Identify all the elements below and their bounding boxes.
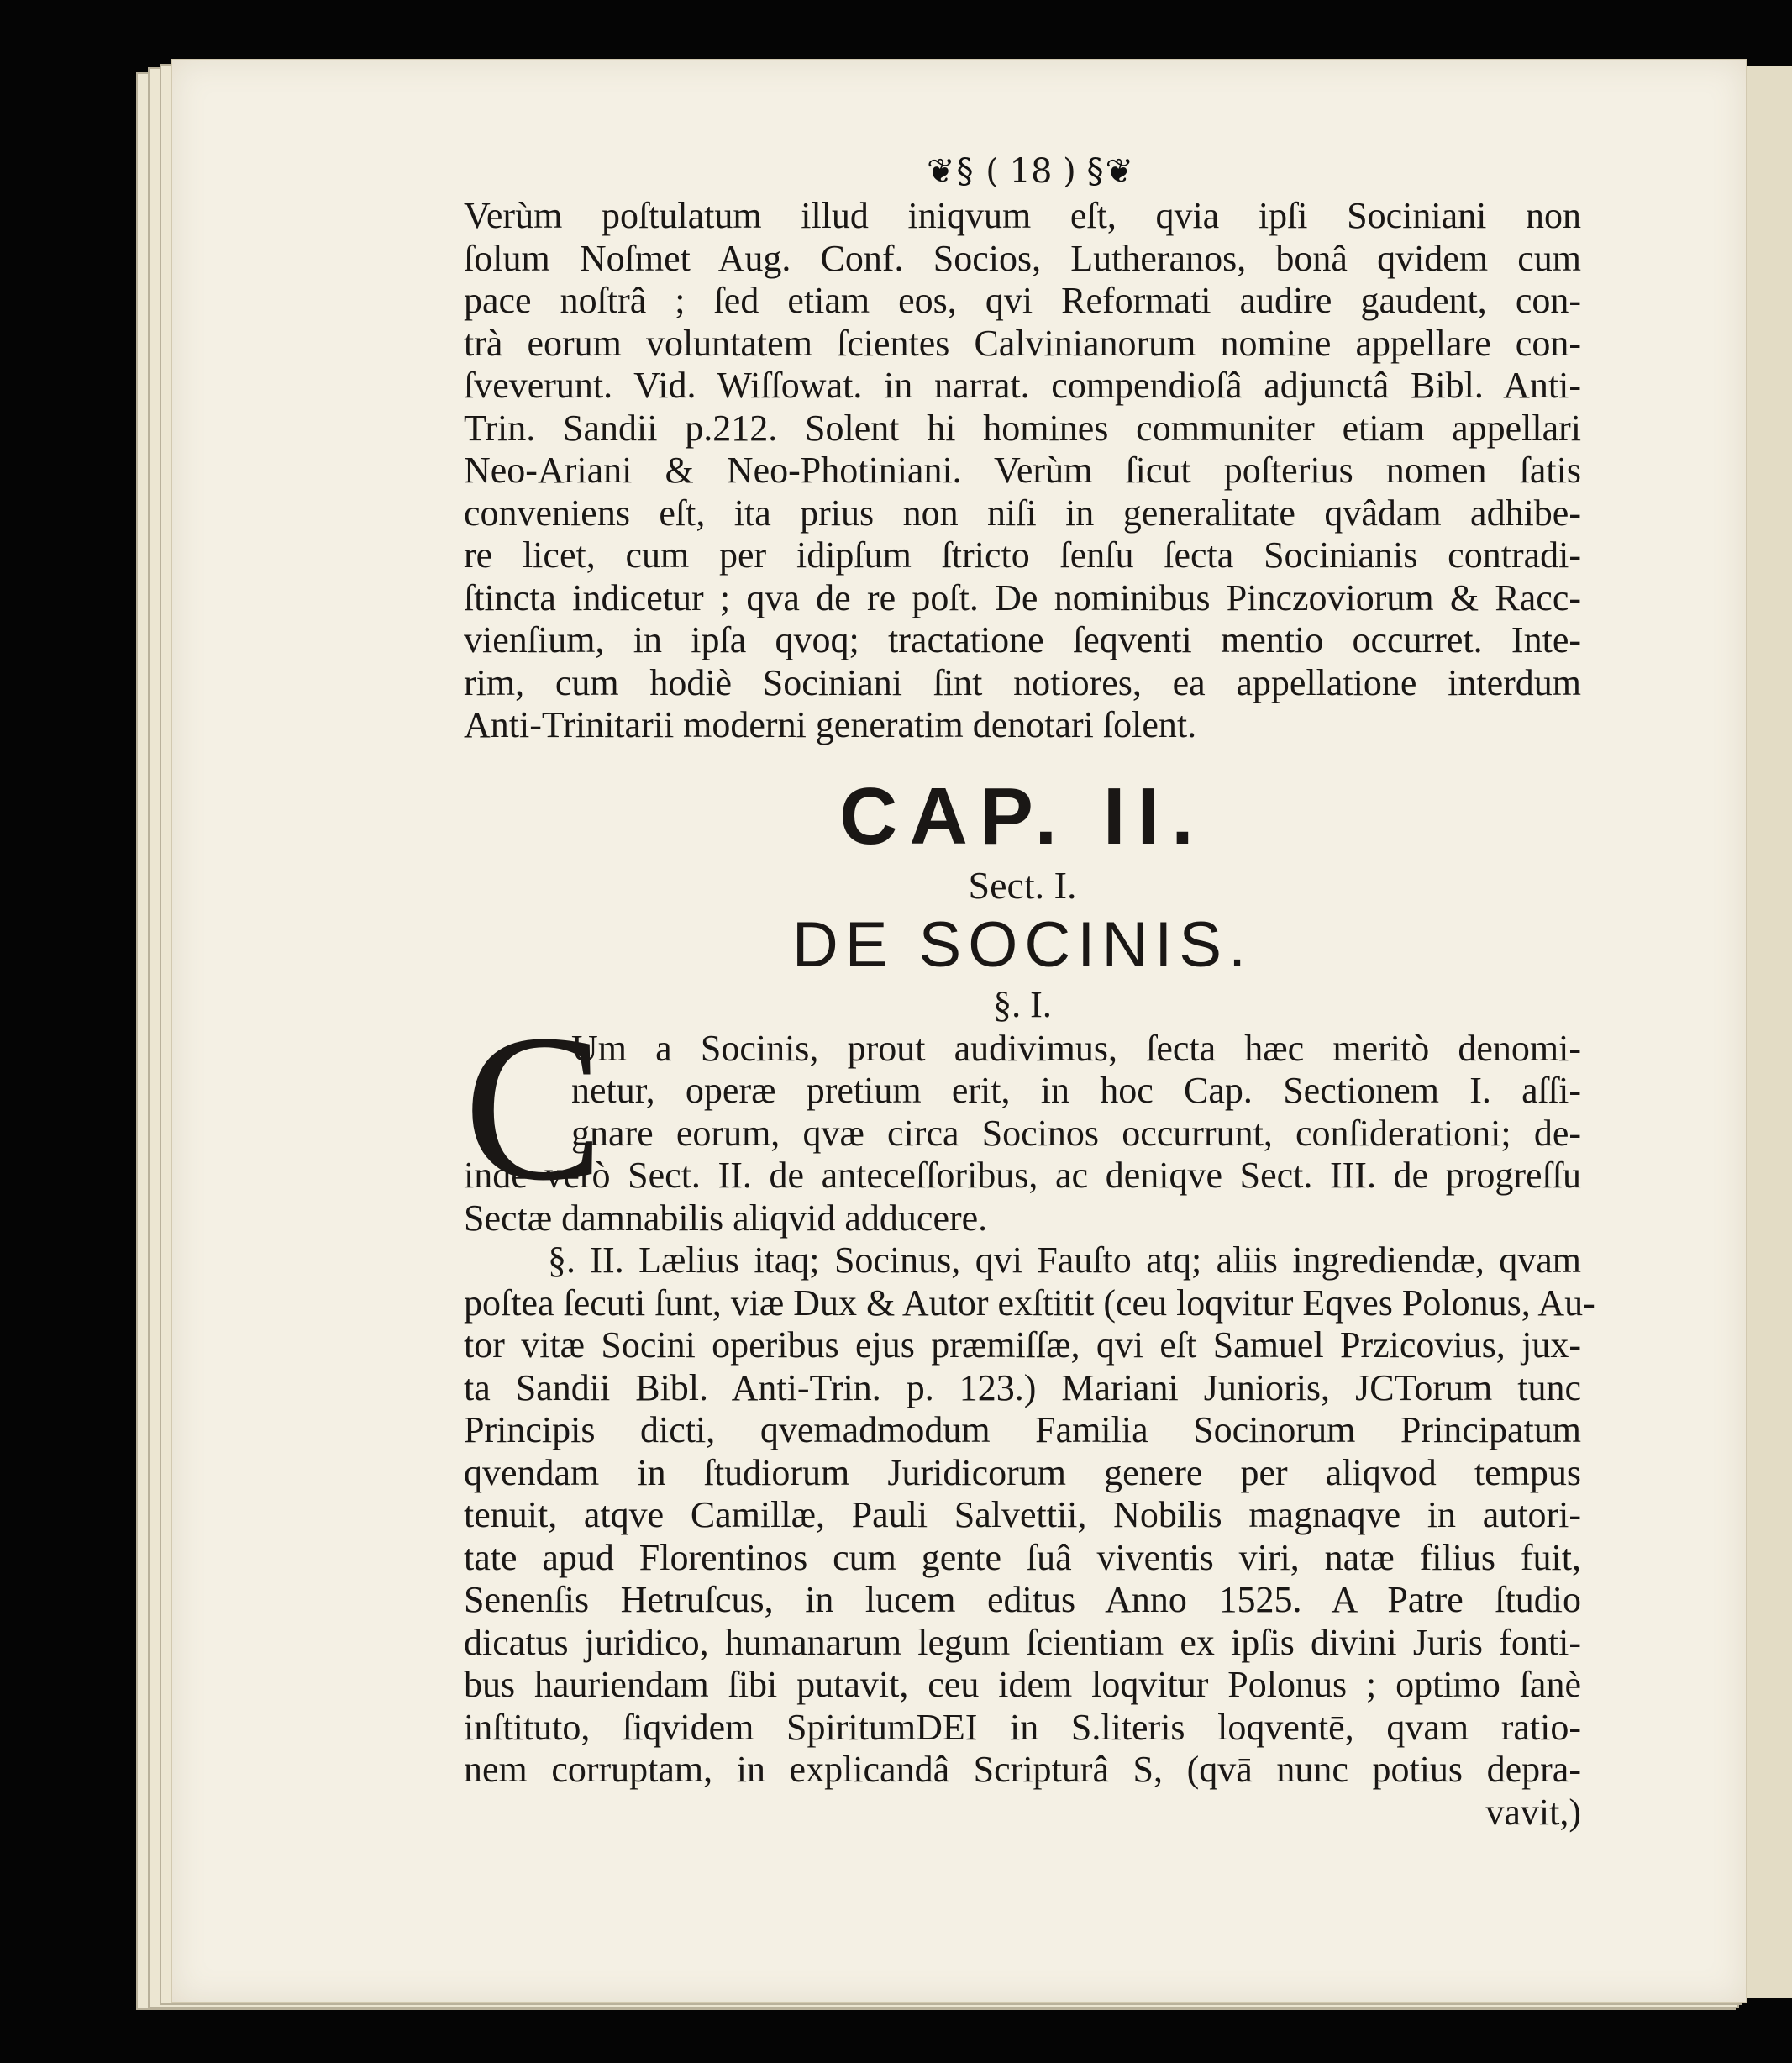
text-line: inſtituto, ſiqvidem SpiritumDEI in S.literis loqventē, qvam ratio- xyxy=(464,1706,1581,1748)
section-1-rest xyxy=(464,1155,1581,1239)
page-number: ( 18 ) xyxy=(985,152,1076,191)
text-line: trà eorum voluntatem ſcientes Calvinianorum nomine appellare con- xyxy=(464,322,1581,364)
text-line: ſtincta indicetur ; qva de re poſt. De nominibus Pinczoviorum & Racc- xyxy=(464,576,1581,618)
chapter-heading: CAP. II. xyxy=(839,771,1206,861)
text-line: netur, operæ pretium erit, in hoc Cap. Sectionem I. aſſi- xyxy=(571,1070,1581,1111)
text-line: Um a Socinis, prout audivimus, ſecta hæc meritò denomi- xyxy=(571,1027,1581,1069)
text-line: §. II. Lælius itaq; Socinus, qvi Fauſto atq; aliis ingrediendæ, qvam xyxy=(548,1239,1581,1281)
text-line: bus hauriendam ſibi putavit, ceu idem loqvitur Polonus ; optimo ſanè xyxy=(464,1664,1581,1705)
text-line: re licet, cum per idipſum ſtricto ſenſu ſecta Socinianis contradi- xyxy=(464,534,1581,576)
text-line: Senenſis Hetruſcus, in lucem editus Anno 1525. A Patre ſtudio xyxy=(464,1579,1581,1620)
drop-cap-initial: C xyxy=(464,991,604,1224)
text-line: Trin. Sandii p.212. Solent hi homines communiter etiam appellari xyxy=(464,407,1581,449)
text-line: tenuit, atqve Camillæ, Pauli Salvettii, Nobilis magnaqve in autori- xyxy=(464,1494,1581,1535)
text-line: vienſium, in ipſa qvoq; tractatione ſeqventi mentio occurret. Inte- xyxy=(464,619,1581,660)
text-line: dicatus juridico, humanarum legum ſcientiam ex ipſis divini Juris fonti- xyxy=(464,1621,1581,1663)
text-line: poſtea ſecuti ſunt, viæ Dux & Autor exſtitit (ceu loqvitur Eqves Polonus, Au- xyxy=(464,1281,1595,1324)
text-line: ſveverunt. Vid. Wiſſowat. in narrat. compendioſâ adjunctâ Bibl. Anti- xyxy=(464,365,1581,406)
paragraph-mark: §. I. xyxy=(993,983,1052,1025)
ornament-right: §❦ xyxy=(1086,152,1135,191)
text-line: inde verò Sect. II. de anteceſſoribus, ac deniqve Sect. III. de progreſſu xyxy=(464,1155,1581,1196)
text-line: Neo-Ariani & Neo-Photiniani. Verùm ſicut poſterius nomen ſatis xyxy=(464,450,1581,491)
page-text xyxy=(464,151,1595,1834)
text-line: nem corruptam, in explicandâ Scripturâ S, (qvā nunc potius depra- xyxy=(464,1749,1581,1790)
text-line: ta Sandii Bibl. Anti-Trin. p. 123.) Mariani Junioris, JCTorum tunc xyxy=(464,1366,1581,1408)
catchword: vavit,) xyxy=(1485,1791,1581,1833)
text-line: tate apud Florentinos cum gente ſuâ viventis viri, natæ filius fuit, xyxy=(464,1536,1581,1578)
running-head xyxy=(481,151,1581,192)
text-line: Verùm poſtulatum illud iniqvum eſt, qvia ipſi Sociniani non xyxy=(464,195,1581,236)
text-line: ſolum Noſmet Aug. Conf. Socios, Lutheranos, bonâ qvidem cum xyxy=(464,237,1581,279)
subject-heading: DE SOCINIS. xyxy=(791,908,1253,981)
text-line: Sectæ damnabilis aliqvid adducere. xyxy=(464,1197,988,1239)
text-line: pace noſtrâ ; ſed etiam eos, qvi Reformati audire gaudent, con- xyxy=(464,280,1581,321)
paragraph-1 xyxy=(464,195,1581,747)
text-line: Principis dicti, qvemadmodum Familia Socinorum Principatum xyxy=(464,1409,1581,1450)
section-2 xyxy=(464,1239,1595,1792)
text-line: tor vitæ Socini operibus ejus præmiſſæ, qvi eſt Samuel Przicovius, jux- xyxy=(464,1324,1581,1366)
text-line: gnare eorum, qvæ circa Socinos occurrunt, conſiderationi; de- xyxy=(571,1112,1581,1154)
text-line: qvendam in ſtudiorum Juridicorum genere per aliqvod tempus xyxy=(464,1451,1581,1493)
text-line: rim, cum hodiè Sociniani ſint notiores, ea appellatione interdum xyxy=(464,661,1581,703)
section-heading: Sect. I. xyxy=(968,863,1077,907)
ornament-left: ❦§ xyxy=(926,152,975,191)
text-line: conveniens eſt, ita prius non niſi in generalitate qvâdam adhibe- xyxy=(464,492,1581,534)
text-line: Anti-Trinitarii moderni generatim denotari ſolent. xyxy=(464,704,1197,745)
facing-page-edge xyxy=(1739,66,1792,1998)
